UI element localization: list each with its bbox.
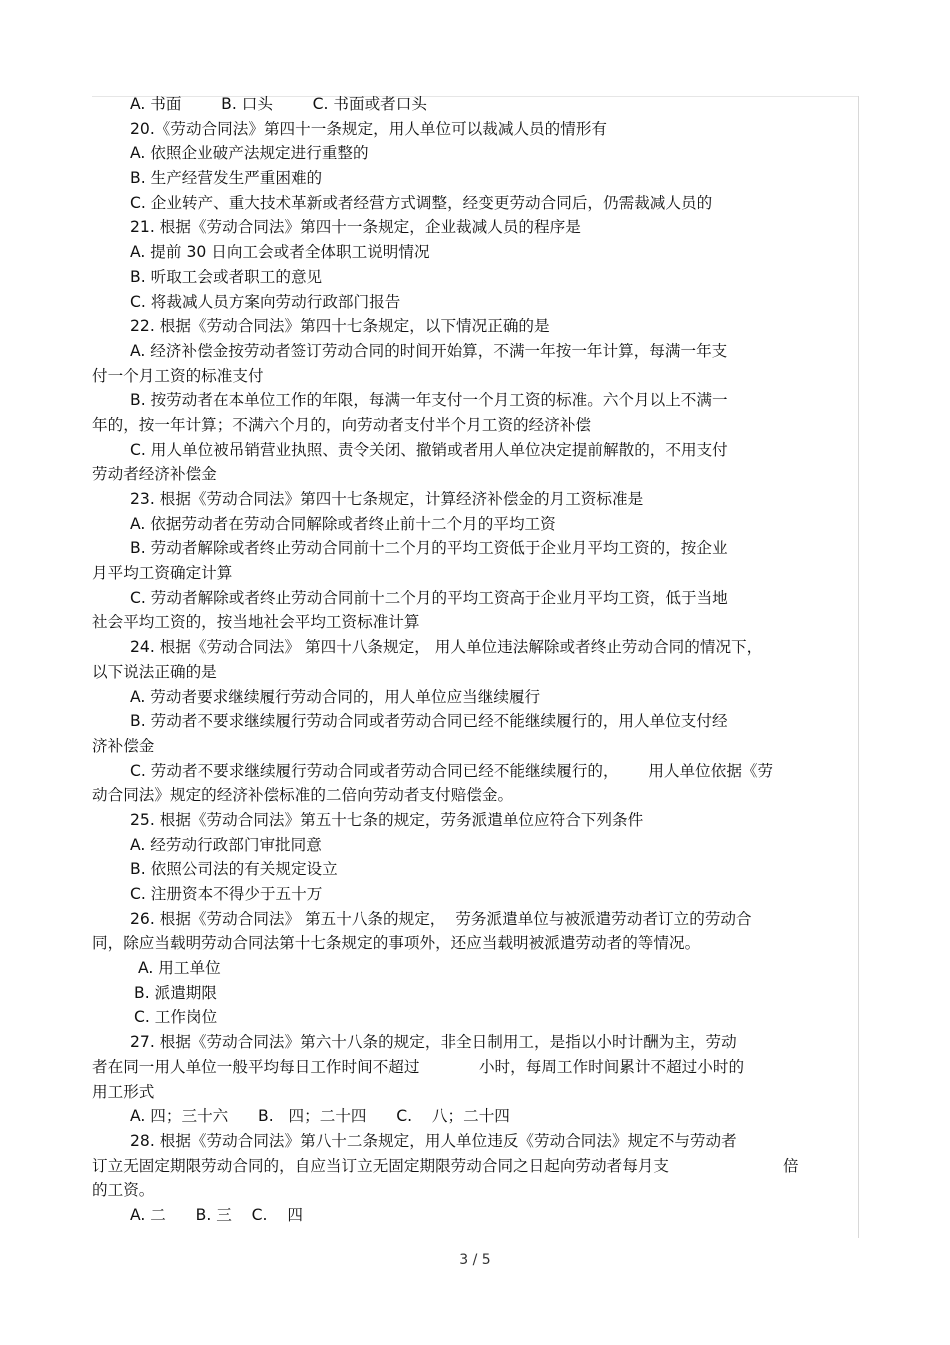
- option-line: B. 劳动者解除或者终止劳动合同前十二个月的平均工资低于企业月平均工资的，按企业: [130, 539, 728, 558]
- option-line: B. 按劳动者在本单位工作的年限，每满一年支付一个月工资的标准。六个月以上不满一: [130, 391, 728, 410]
- option-line: B. 生产经营发生严重困难的: [130, 169, 323, 188]
- question-line-continuation: 同，除应当载明劳动合同法第十七条规定的事项外，还应当载明被派遣劳动者的等情况。: [92, 934, 701, 953]
- question-22: 22. 根据《劳动合同法》第四十七条规定，以下情况正确的是: [130, 317, 550, 336]
- question-21: 21. 根据《劳动合同法》第四十一条规定，企业裁减人员的程序是: [130, 218, 581, 237]
- question-20: 20.《劳动合同法》第四十一条规定，用人单位可以裁减人员的情形有: [130, 119, 608, 138]
- question-line-continuation: 用工形式: [92, 1082, 155, 1101]
- option-line: A. 经劳动行政部门审批同意: [130, 835, 322, 854]
- option-line-continuation: 年的，按一年计算；不满六个月的，向劳动者支付半个月工资的经济补偿: [92, 415, 592, 434]
- option-line: A. 依照企业破产法规定进行重整的: [130, 144, 369, 163]
- option-line: C. 工作岗位: [134, 1008, 218, 1027]
- option-line: B. 劳动者不要求继续履行劳动合同或者劳动合同已经不能继续履行的，用人单位支付经: [130, 712, 728, 731]
- option-line-continuation: 劳动者经济补偿金: [92, 465, 217, 484]
- option-line-continuation: 社会平均工资的，按当地社会平均工资标准计算: [92, 613, 420, 632]
- option-line: C. 用人单位被吊销营业执照、责令关闭、撤销或者用人单位决定提前解散的，不用支付: [130, 440, 728, 459]
- option-line: C. 企业转产、重大技术革新或者经营方式调整，经变更劳动合同后，仍需裁减人员的: [130, 193, 713, 212]
- option-line: C. 将裁减人员方案向劳动行政部门报告: [130, 292, 401, 311]
- option-line: C. 劳动者不要求继续履行劳动合同或者劳动合同已经不能继续履行的， 用人单位依据《劳: [130, 761, 774, 780]
- question-24: 24. 根据《劳动合同法》 第四十八条规定， 用人单位违法解除或者终止劳动合同的情况下，: [130, 638, 763, 657]
- option-line-continuation: 月平均工资确定计算: [92, 564, 233, 583]
- option-line: A. 提前 30 日向工会或者全体职工说明情况: [130, 243, 430, 262]
- question-26: 26. 根据《劳动合同法》 第五十八条的规定， 劳务派遣单位与被派遣劳动者订立的劳动合: [130, 909, 752, 928]
- question-line-continuation: 订立无固定期限劳动合同的，自应当订立无固定期限劳动合同之日起向劳动者每月支 倍: [92, 1156, 799, 1175]
- question-23: 23. 根据《劳动合同法》第四十七条规定，计算经济补偿金的月工资标准是: [130, 490, 644, 508]
- option-line-continuation: 动合同法》规定的经济补偿标准的二倍向劳动者支付赔偿金。: [92, 786, 514, 805]
- document-body: [92, 92, 860, 1228]
- page-number: 3 / 5: [459, 1252, 491, 1268]
- question-line-continuation: 者在同一用人单位一般平均每日工作时间不超过 小时，每周工作时间累计不超过小时的: [92, 1057, 745, 1076]
- question-25: 25. 根据《劳动合同法》第五十七条的规定，劳务派遣单位应符合下列条件: [130, 810, 644, 829]
- option-line: A. 经济补偿金按劳动者签订劳动合同的时间开始算，不满一年按一年计算，每满一年支: [130, 341, 728, 360]
- option-line: B. 依照公司法的有关规定设立: [130, 860, 338, 879]
- question-28: 28. 根据《劳动合同法》第八十二条规定，用人单位违反《劳动合同法》规定不与劳动者: [130, 1131, 737, 1150]
- option-line: B. 听取工会或者职工的意见: [130, 267, 323, 286]
- option-line: A. 二 B. 三 C. 四: [130, 1205, 303, 1224]
- option-line-continuation: 付一个月工资的标准支付: [92, 366, 264, 385]
- option-line: C. 劳动者解除或者终止劳动合同前十二个月的平均工资高于企业月平均工资，低于当地: [130, 588, 728, 607]
- option-line: A. 劳动者要求继续履行劳动合同的，用人单位应当继续履行: [130, 687, 541, 706]
- option-line: A. 依据劳动者在劳动合同解除或者终止前十二个月的平均工资: [130, 514, 556, 533]
- option-line-continuation: 济补偿金: [92, 736, 155, 755]
- text-line: A. 书面 B. 口头 C. 书面或者口头: [130, 95, 427, 113]
- question-line-continuation: 的工资。: [92, 1181, 155, 1200]
- option-line: A. 用工单位: [138, 959, 221, 978]
- question-27: 27. 根据《劳动合同法》第六十八条的规定，非全日制用工，是指以小时计酬为主，劳动: [130, 1033, 737, 1052]
- question-line-continuation: 以下说法正确的是: [92, 662, 217, 681]
- option-line: C. 注册资本不得少于五十万: [130, 885, 323, 903]
- option-line: B. 派遣期限: [134, 983, 217, 1002]
- option-line: A. 四；三十六 B. 四；二十四 C. 八；二十四: [130, 1107, 510, 1126]
